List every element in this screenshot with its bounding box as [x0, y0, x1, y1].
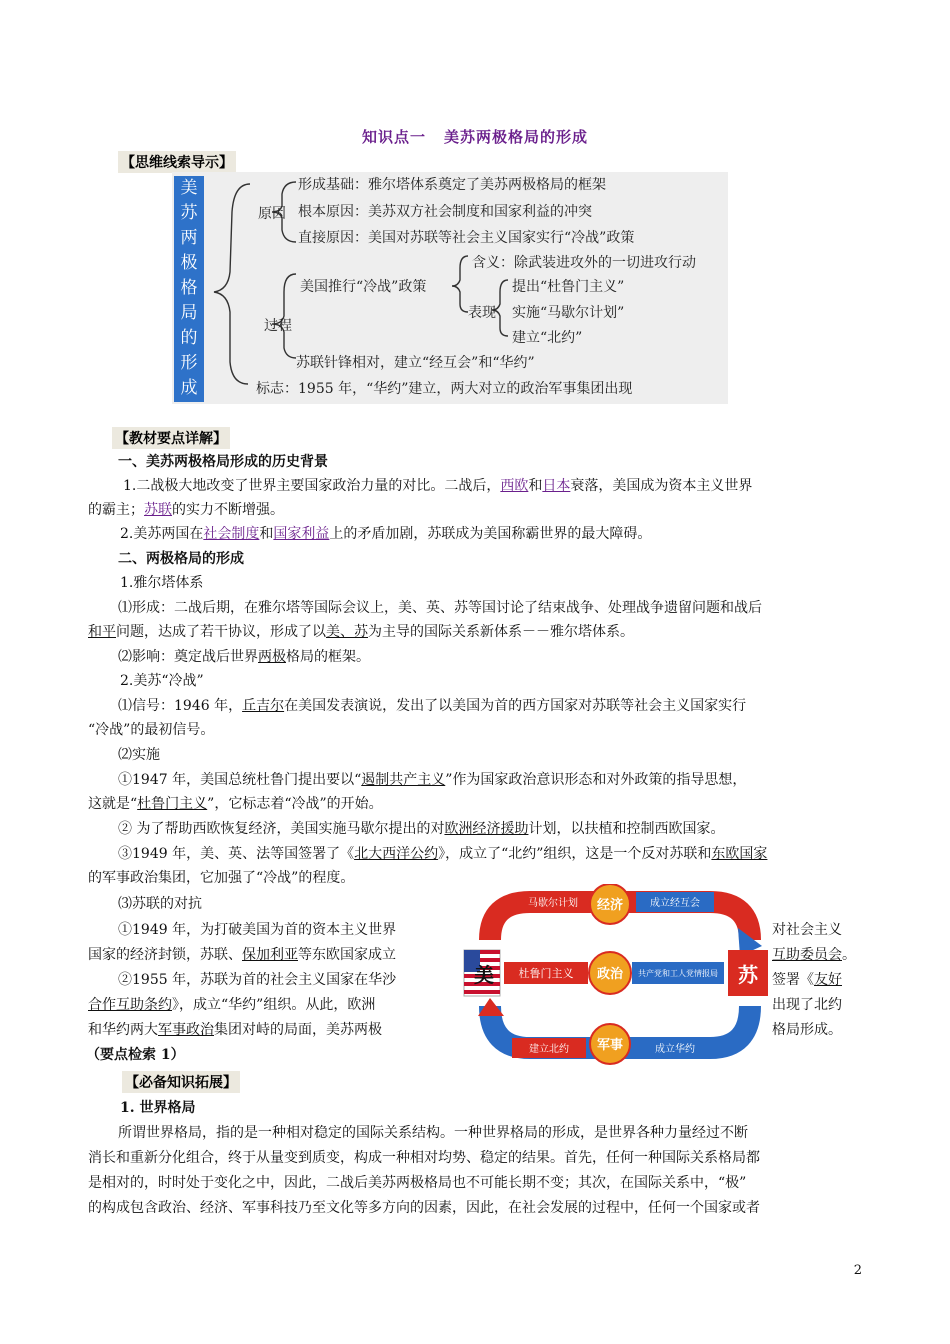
paragraph-line: ⑵实施: [118, 747, 160, 763]
paragraph-line: 这就是“杜鲁门主义”，它标志着“冷战”的开始。: [88, 796, 383, 812]
heading-formation: 二、两极格局的形成: [118, 551, 244, 567]
page-number: 2: [853, 1263, 862, 1278]
subheading: 1.雅尔塔体系: [120, 575, 204, 591]
paragraph-line: ② 为了帮助西欧恢复经济，美国实施马歇尔提出的对欧洲经济援助计划，以扶植和控制西欧国家。: [118, 821, 725, 837]
mind-map-meaning: 含义：除武装进攻外的一切进攻行动: [472, 255, 696, 271]
comecon-label: 成立经互会: [650, 898, 700, 909]
section-tag-extend: 【必备知识拓展】: [122, 1071, 240, 1093]
mind-map-expression-label: 表现: [468, 305, 496, 321]
paragraph-line: 的霸主；苏联的实力不断增强。: [88, 502, 284, 518]
mind-map-cause-label: 原因: [258, 206, 286, 222]
heading-world-pattern: 1. 世界格局: [120, 1100, 196, 1116]
paragraph-line: 出现了北约: [772, 997, 842, 1013]
paragraph-line: 的构成包含政治、经济、军事科技乃至文化等多方向的因素，因此，在社会发展的过程中，任何一个国家或者: [88, 1200, 760, 1216]
mind-map-expression: 实施“马歇尔计划”: [512, 305, 625, 321]
paragraph-line: 的军事政治集团，它加强了“冷战”的程度。: [88, 870, 355, 886]
mind-map-cause-item: 形成基础：雅尔塔体系奠定了美苏两极格局的框架: [298, 177, 606, 193]
paragraph-line: ①1947 年，美国总统杜鲁门提出要以“遏制共产主义”作为国家政治意识形态和对外政策的指导思想，: [118, 772, 747, 788]
paragraph-line: 国家的经济封锁，苏联、保加利亚等东欧国家成立: [88, 947, 396, 963]
paragraph-line: 格局形成。: [772, 1022, 842, 1038]
us-label: 美: [474, 963, 494, 987]
key-point-ref: （要点检索 1）: [86, 1047, 185, 1063]
mind-map-cause-item: 直接原因：美国对苏联等社会主义国家实行“冷战”政策: [298, 230, 635, 246]
paragraph-line: ⑴信号：1946 年，丘吉尔在美国发表演说，发出了以美国为首的西方国家对苏联等社会主义国家实行: [118, 698, 747, 714]
mind-map: [172, 172, 728, 404]
page-title: 知识点一 美苏两极格局的形成: [361, 128, 589, 146]
paragraph-line: 和华约两大军事政治集团对峙的局面，美苏两极: [88, 1022, 382, 1038]
link-riben[interactable]: 日本: [542, 478, 571, 494]
mind-map-expression: 建立“北约”: [512, 330, 583, 346]
paragraph-line: ⑵影响：奠定战后世界两极格局的框架。: [118, 649, 370, 665]
paragraph-line: 1.二战极大地改变了世界主要国家政治力量的对比。二战后，西欧和日本衰落，美国成为资本主义世界: [123, 478, 753, 494]
paragraph-line: “冷战”的最初信号。: [88, 722, 215, 738]
mind-map-process-label: 过程: [264, 318, 292, 334]
subheading: 2.美苏“冷战”: [120, 673, 204, 689]
paragraph-line: 对社会主义: [772, 922, 842, 938]
truman-label: 杜鲁门主义: [518, 967, 574, 980]
paragraph-line: 消长和重新分化组合，终于从量变到质变，构成一种相对均势、稳定的结果。首先，任何一种国际关系格局都: [88, 1150, 760, 1166]
link-shzd[interactable]: 社会制度: [203, 526, 260, 542]
paragraph-line: 签署《友好: [772, 972, 842, 988]
politics-label: 政治: [596, 967, 624, 982]
paragraph-line: ⑶苏联的对抗: [118, 896, 202, 912]
paragraph-line: 和平问题，达成了若干协议，形成了以美、苏为主导的国际关系新体系－－雅尔塔体系。: [88, 624, 634, 640]
mind-map-cause-item: 根本原因：美苏双方社会制度和国家利益的冲突: [298, 204, 592, 220]
paragraph-line: 2.美苏两国在社会制度和国家利益上的矛盾加剧，苏联成为美国称霸世界的最大障碍。: [120, 526, 652, 542]
mind-map-expression: 提出“杜鲁门主义”: [512, 279, 625, 295]
paragraph-line: ⑴形成：二战后期，在雅尔塔等国际会议上，美、英、苏等国讨论了结束战争、处理战争遗留问题和战后: [118, 600, 762, 616]
paragraph-line: ②1955 年，苏联为首的社会主义国家在华沙: [118, 972, 397, 988]
nato-label: 建立北约: [529, 1044, 569, 1055]
mind-map-sign: 标志：1955 年，“华约”建立，两大对立的政治军事集团出现: [256, 381, 633, 397]
su-label: 苏: [738, 963, 758, 987]
paragraph-line: 是相对的，时时处于变化之中，因此，二战后美苏两极格局也不可能长期不变；其次，在国际关系中，“极”: [88, 1175, 747, 1191]
paragraph-line: 合作互助条约》，成立“华约”组织。从此，欧洲: [88, 997, 376, 1013]
link-gjly[interactable]: 国家利益: [273, 526, 330, 542]
link-xiou[interactable]: 西欧: [500, 478, 529, 494]
economy-label: 经济: [596, 898, 624, 913]
section-tag-textbook: 【教材要点详解】: [112, 427, 230, 449]
mind-map-vertical-title: 美 苏 两 极 格 局 的 形 成: [174, 176, 204, 402]
mind-map-us-policy: 美国推行“冷战”政策: [300, 279, 427, 295]
military-label: 军事: [596, 1038, 624, 1053]
paragraph-line: ①1949 年，为打破美国为首的资本主义世界: [118, 922, 397, 938]
link-sulian[interactable]: 苏联: [144, 502, 172, 518]
mind-map-soviet: 苏联针锋相对，建立“经互会”和“华约”: [296, 355, 535, 371]
paragraph-line: 互助委员会。: [772, 947, 856, 963]
cominform-label: 共产党和工人党情报局: [638, 969, 718, 978]
paragraph-line: 所谓世界格局，指的是一种相对稳定的国际关系结构。一种世界格局的形成，是世界各种力量经过不断: [118, 1125, 748, 1141]
heading-background: 一、美苏两极格局形成的历史背景: [118, 454, 328, 470]
marshall-plan-label: 马歇尔计划: [528, 898, 578, 909]
warsaw-label: 成立华约: [655, 1044, 695, 1055]
cold-war-diagram: [460, 884, 772, 1066]
paragraph-line: ③1949 年，美、英、法等国签署了《北大西洋公约》，成立了“北约”组织，这是一个反对苏联和东欧国家: [118, 846, 768, 862]
section-tag-mind: 【思维线索导示】: [118, 151, 236, 173]
